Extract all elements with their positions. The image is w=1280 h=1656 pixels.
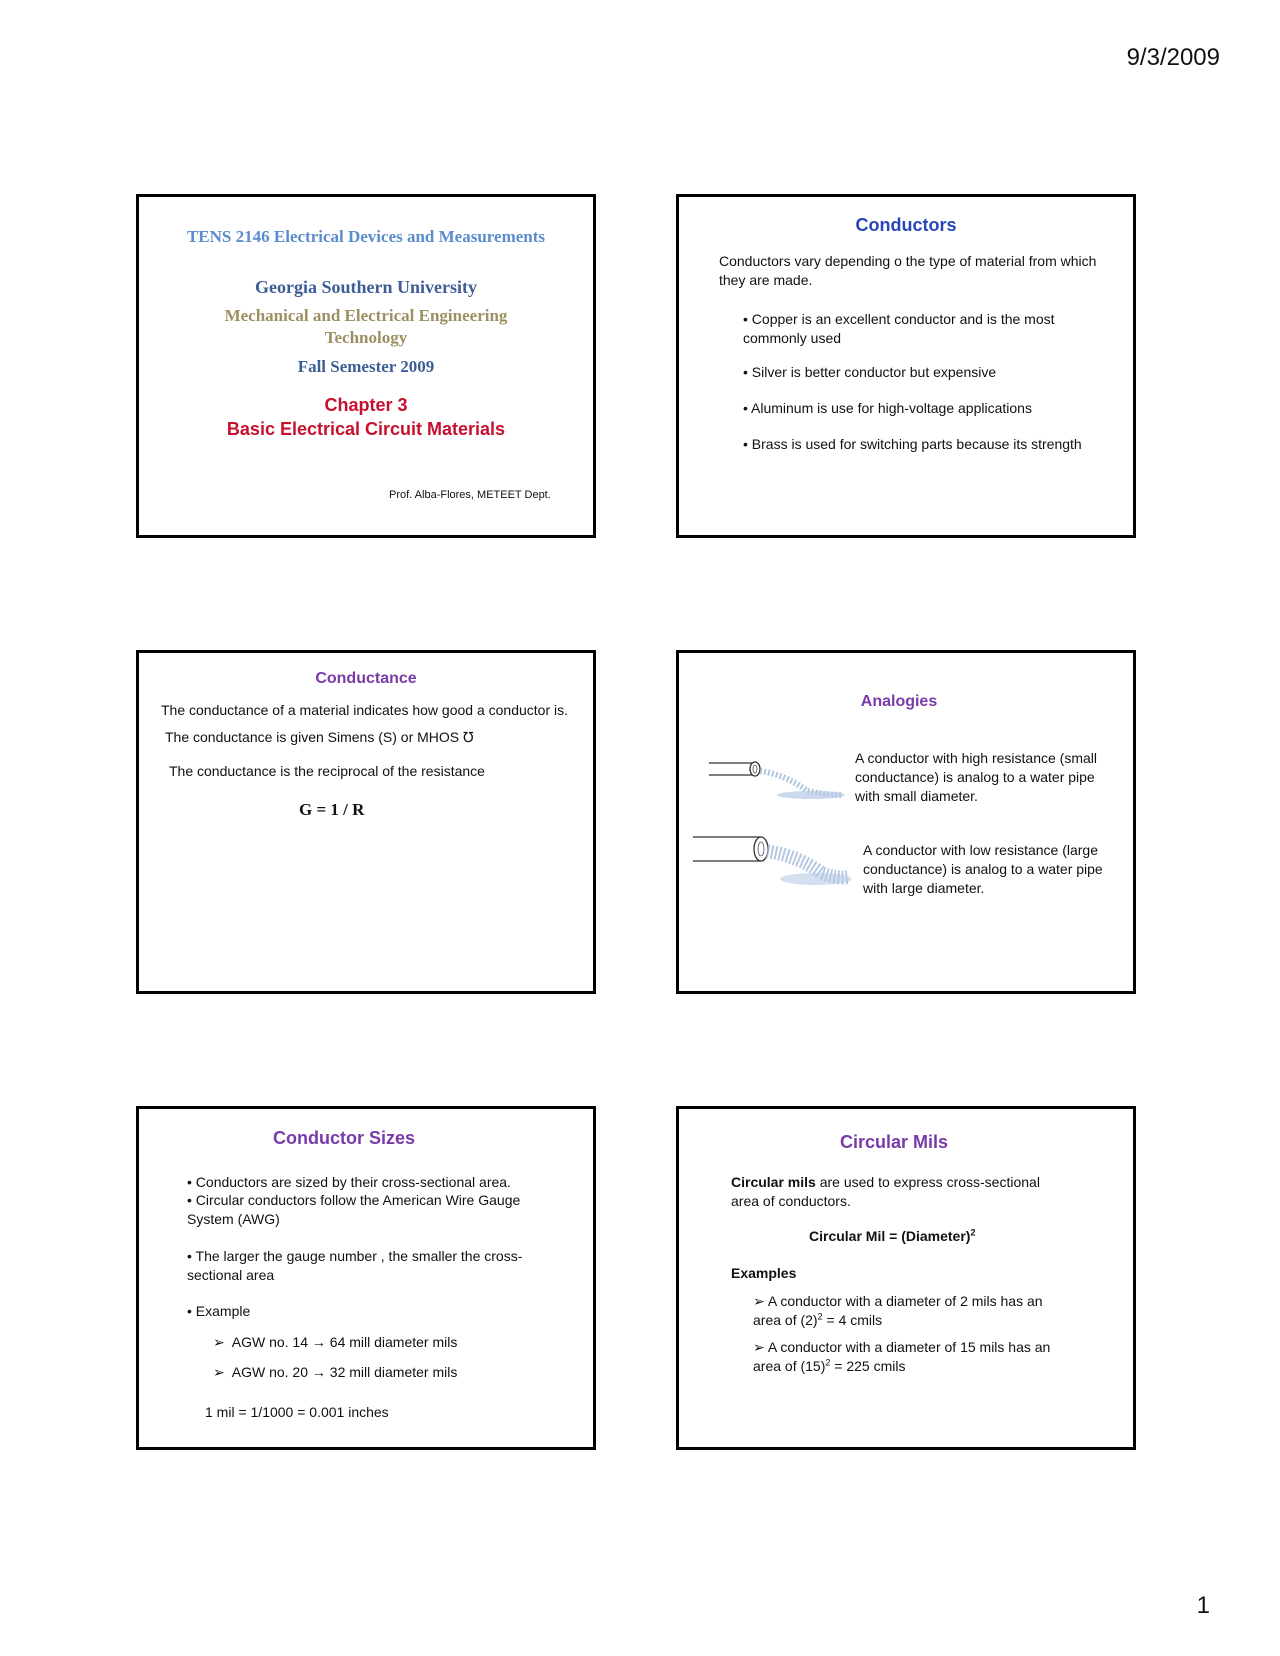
- slide-heading: Conductance: [315, 670, 417, 687]
- intro-text: Conductors vary depending o the type of material from which they are made.: [719, 253, 1097, 288]
- small-pipe-icon: [707, 755, 847, 805]
- conductance-line-3: The conductance is the reciprocal of the resistance: [169, 763, 485, 779]
- conductance-line-1: The conductance of a material indicates how good a conductor is.: [161, 702, 569, 718]
- size-bullet-2: • Circular conductors follow the American Wire Gauge System (AWG): [187, 1192, 521, 1227]
- course-title: TENS 2146 Electrical Devices and Measurements: [186, 227, 546, 246]
- analogy-high-resistance: A conductor with high resistance (small conductance) is analog to a water pipe with small diameter.: [855, 750, 1097, 804]
- circular-mil-formula: Circular Mil = (Diameter)$^2$: [809, 1227, 976, 1244]
- page-date: 9/3/2009: [1126, 44, 1220, 71]
- semester: Fall Semester 2009: [297, 357, 435, 376]
- chapter-number: Chapter 3: [324, 395, 408, 415]
- formula: G = 1 / R: [299, 800, 365, 819]
- circular-mil-example-2: ➢ A conductor with a diameter of 15 mils has an area of $(15)^2 = 225$ cmils: [753, 1339, 1051, 1374]
- large-pipe-icon: [691, 829, 851, 899]
- mil-definition: 1 mil = 1/1000 = 0.001 inches: [205, 1404, 389, 1420]
- size-bullet-1: • Conductors are sized by their cross-sectional area.: [187, 1174, 511, 1190]
- awg-example-20: ➢ AGW no. 20 → 32 mill diameter mils: [213, 1364, 458, 1380]
- slide-heading: Analogies: [860, 693, 938, 710]
- slide-conductors: [676, 194, 1136, 538]
- slide-circular-mils: [676, 1106, 1136, 1450]
- university-name: Georgia Southern University: [255, 277, 477, 297]
- bullet-silver: • Silver is better conductor but expensive: [743, 364, 997, 380]
- size-bullet-example: • Example: [187, 1303, 251, 1319]
- circular-mil-example-1: ➢ A conductor with a diameter of 2 mils has an area of $(2)^2 = 4$ cmils: [753, 1293, 1043, 1328]
- circular-mils-intro: Circular mils are used to express cross-sectional area of conductors.: [731, 1174, 1040, 1209]
- slide-heading: Conductors: [855, 215, 957, 235]
- awg-example-14: ➢ AGW no. 14 → 64 mill diameter mils: [213, 1334, 458, 1350]
- slide-conductor-sizes: [136, 1106, 596, 1450]
- slide-analogies: [676, 650, 1136, 994]
- author: Prof. Alba-Flores, METEET Dept.: [389, 489, 551, 501]
- page-number: 1: [1196, 1592, 1210, 1619]
- bullet-copper: • Copper is an excellent conductor and is the most commonly used: [743, 311, 1055, 346]
- slide-conductance: [136, 650, 596, 994]
- department-name: Mechanical and Electrical Engineering Technology: [224, 306, 508, 347]
- slide-heading: Conductor Sizes: [272, 1128, 415, 1148]
- examples-label: Examples: [731, 1265, 797, 1281]
- chapter-title: Basic Electrical Circuit Materials: [226, 419, 506, 439]
- slide-title: [136, 194, 596, 538]
- bullet-aluminum: • Aluminum is use for high-voltage applications: [743, 400, 1032, 416]
- bullet-brass: • Brass is used for switching parts because its strength: [743, 436, 1082, 452]
- conductance-line-2: The conductance is given Simens (S) or MHOS ℧: [165, 729, 474, 745]
- slide-heading: Circular Mils: [839, 1132, 949, 1152]
- size-bullet-3: • The larger the gauge number , the smaller the cross-sectional area: [187, 1248, 523, 1283]
- analogy-low-resistance: A conductor with low resistance (large conductance) is analog to a water pipe with large diameter.: [863, 842, 1103, 896]
